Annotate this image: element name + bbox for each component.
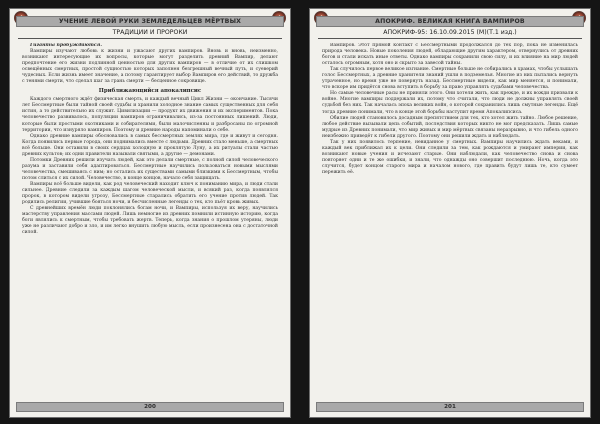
paragraph: Однако древние вампиры обосновались в самых бессмертных землях мира, где и живут и сегодня. Когда появились первые города, они поднимались вместе с людьми. Древних стало меньше, а смертных всё больше. Они оставили в своих сердцах холодную и проклятую Луну, а их ритуалы стали частью древних культов; их одни правители называли святыми, а другие — демонами. [22,133,278,157]
header-banner: АПОКРИФ. ВЕЛИКАЯ КНИГА ВАМПИРОВ [316,16,584,27]
section-title: Приближающийся апокалипсис [98,88,202,95]
body-text [22,43,278,397]
paragraph: Обилие людей становилось досадным препятствием для тех, кто хотел жить тайно. Любое решение, любое действие вызывали цепь событий, последствия которых никто не мог предсказать. Лишь самые мудрые из Древних понимали, что мир живых и мир мёртвых связаны неразрывно, и что гибель одного неизбежно приведёт к гибели другого. Поэтому они решили ждать и наблюдать. [322,115,578,139]
subheading: Гиганты пробуждаются. [30,43,102,48]
paragraph: Вампиры изучают любовь к жизни и ужасают других вампиров. Вновь и вновь, неизменно, возникают интересующие их вопросы, которые могут разделить древний Вампир, делают предпочтение его жизни подлинной ценностью для других вампиров — в отличие от их слишком освещённых смертных, простой сущностью которых заполнен безгрешный вечный путь, и суеверий чудесных. Если жизнь имеет значение, а потому гарантирует выбор Вампиров его действий, то дружба с тенями смерти, что сделал шаг за грань смерти — бесценное сокровище. [22,49,278,85]
body-text [322,43,578,397]
paragraph: Вампиры всё больше видели, как род человеческий находит ключ к пониманию мира, и люди стали сильнее. Древние следили за каждым шагом человеческой мысли, и всякий раз, когда появлялся пророк, в котором видели угрозу, Бессмертные старались обратить его учение против людей. Так родились религии, учившие бояться ночи, и бесчисленные легенды о тех, кто пьёт кровь живых. [22,181,278,206]
paragraph: Так случилось первое великое изгнание. Смертные больше не собирались в храмах, чтобы услышать голос Бессмертных, а древние хранители знаний ушли в подземелья. Многие из них пытались вернуть утраченное, но время уже не повернуть назад. Бессмертные видели, как мир меняется, и понимали, что вскоре им придётся снова вступить в борьбу за право управлять судьбами человечества. [322,67,578,91]
header-divider [318,38,582,39]
paragraph: Так у них появилось терпение, невиданное у смертных. Вампиры научились ждать веками, и каждый век приближал их к цели. Они следили за тем, как рождаются и умирают империи, как возникают новые учения и исчезают старые. Они наблюдали, как человечество снова и снова повторяет одни и те же ошибки, и знали, что однажды оно совершит последнюю. Ночь, когда это случится, будет концом старого мира и началом нового, где править будут лишь те, кто сумеет пережить её. [322,139,578,175]
paragraph: Но самые человечные расы не приняли этого. Они хотели жить, как прежде, и их вожди призвали к войне. Многие вампиры поддержали их, потому что считали, что люди не должны управлять своей судьбой без них. Так началась эпоха великих войн, о которой сохранились лишь смутные легенды. Ещё тогда древние понимали, что в конце этой борьбы наступит время Апокалипсиса. [322,91,578,115]
page-number: 200 [16,402,284,412]
paragraph: Вампиров. Этот прямой контакт с Бессмертными продолжался до тех пор, пока не изменилась природа человека. Новые поколения людей, обладающие другим характером, отвернулись от древних богов и стали искать иные ответы. Однако вампиры сохранили свою силу, и их влияние на мир людей осталось огромным, хотя оно и скрыто за завесой тайны. [322,43,578,67]
header-divider [18,38,282,39]
page-number: 201 [316,402,584,412]
page-section-title: ТРАДИЦИИ И ПРОРОКИ [112,29,188,36]
left-page [9,8,291,418]
paragraph: Каждого смертного ждёт физическая смерть, и каждый вечный Цикл Жизни — окончание. Тысячи лет Бессмертные были тайной своей судьбы и хранили холодное знание самых существенных для себя истин, а то действительно их служит. Цивилизации — продукт их движения и их экспериментов. Пока человечество развивалось, популяции вампиров ограничивались, из-за постоянных лишений. Люди, которые были простыми охотниками и собирателями, были малочисленны и разбросаны по огромной территории, что изнуряло вампиров. Поэтому и древние народы напоминали о себе. [22,97,278,133]
paragraph: Потомки Древних решили изучать людей, как это делали смертные, с полной силой человеческого разума и заставили себя адаптироваться. Бессмертные научились пользоваться новыми мыслями человечества, смешиваясь с ним; но остались их существами самыми близкими к Бессмертным, чтобы потом слиться с их силой. Человечество, в конце концов, начало себя защищать. [22,157,278,181]
header-banner: УЧЕНИЕ ЛЕВОЙ РУКИ ЗЕМЛЕДЕЛЬЦЕВ МЁРТВЫХ [16,16,284,27]
page-section-title: АПОКРИФ-95: 16.10.09.2015 (М)(Т.1 изд.) [383,29,517,36]
right-page [309,8,591,418]
paragraph: С древнейших времён люди поклонялись богам ночи, и Вампиры, используя их веру, научились мастерству управления массами людей. Лишь немногие из древних помнили истинную историю, когда боги являлись к смертным, чтобы требовать жертв. Теперь, когда знания о прошлом утеряны, люди уже не различают добро и зло, и им легко внушить любую мысль, если произнесена она с достаточной силой. [22,206,278,236]
